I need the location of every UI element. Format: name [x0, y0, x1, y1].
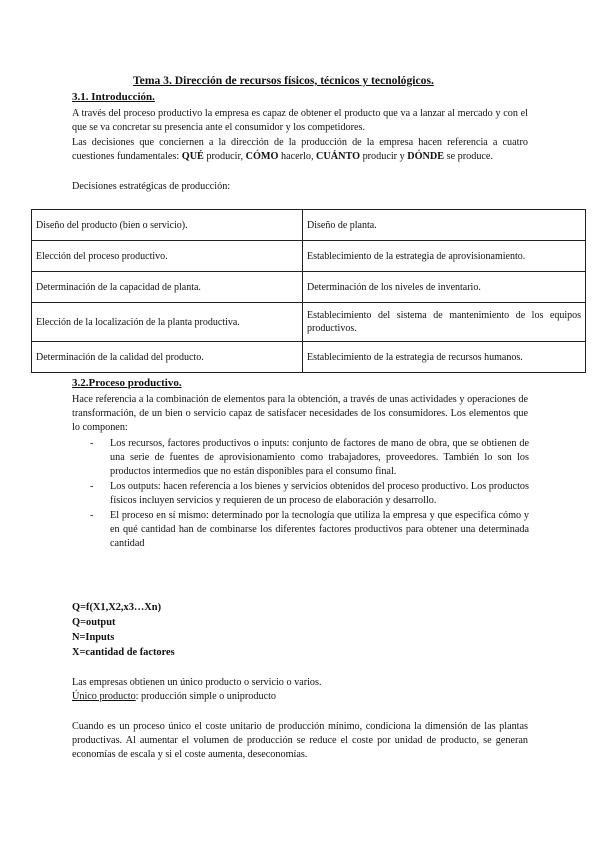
table-cell: Determinación de los niveles de inventario. [303, 272, 586, 303]
table-row [32, 342, 586, 373]
table-cell: Establecimiento de la estrategia de aprovisionamiento. [303, 241, 586, 272]
list-item-text: El proceso en sí mismo: determinado por la tecnología que utiliza la empresa y que especifica cómo y en qué cantidad han de combinarse los diferentes factores productivos para obtener una determinada cantidad [110, 510, 529, 549]
table-cell: Diseño del producto (bien o servicio). [32, 210, 303, 241]
formula-line: Q=f(X1,X2,x3…Xn) [72, 602, 162, 613]
intro-p2-sep-3: producir y [360, 151, 408, 162]
unico-producto-text: : producción simple o uniproducto [135, 691, 277, 702]
process-paragraph-3: Cuando es un proceso único el coste unitario de producción mínimo, condiciona la dimensión de las plantas productivas. Al aumentar el volumen de producción se reduce el coste por unidad de producto, se generan economías de escala y si el coste aumenta, deseconomías. [72, 721, 528, 760]
intro-p2-sep-1: producir, [203, 151, 246, 162]
table-row [32, 241, 586, 272]
process-elements-list [89, 437, 529, 552]
table-cell: Determinación de la calidad del producto. [32, 342, 303, 373]
list-item [89, 509, 529, 551]
table-row [32, 303, 586, 342]
intro-p2-sep-2: hacerlo, [278, 151, 317, 162]
table-cell: Elección de la localización de la planta productiva. [32, 303, 303, 342]
unico-producto-line [72, 690, 276, 704]
page-title: Tema 3. Dirección de recursos físicos, técnicos y tecnológicos. [133, 74, 434, 87]
intro-p2-text: Las decisiones que conciernen a la dirección de la producción de la empresa hacen referencia a cuatro cuestiones fundamentales: [72, 137, 528, 162]
table-row [32, 210, 586, 241]
section-heading-proceso-productivo: 3.2.Proceso productivo. [72, 377, 182, 389]
process-paragraph-1: Hace referencia a la combinación de elementos para la obtención, a través de unas actividades y operaciones de transformación, de un bien o servicio capaz de satisfacer necesidades de los consumidores. Los elementos que lo componen: [72, 394, 528, 433]
formula-line: Q=output [72, 617, 116, 628]
table-cell: Establecimiento de la estrategia de recursos humanos. [303, 342, 586, 373]
table-cell: Diseño de planta. [303, 210, 586, 241]
keyword-que: QUÉ [181, 151, 204, 162]
unico-producto-label: Único producto [72, 691, 136, 702]
dash-bullet: - [90, 438, 94, 449]
intro-p2-sep-4: se produce. [444, 151, 494, 162]
process-paragraph-2: Las empresas obtienen un único producto o servicio o varios. [72, 677, 322, 688]
list-item [89, 480, 529, 508]
strategic-decisions-table [31, 209, 586, 373]
section-heading-introduccion: 3.1. Introducción. [72, 91, 155, 103]
formula-line: N=Inputs [72, 632, 115, 643]
keyword-como: CÓMO [245, 151, 279, 162]
keyword-donde: DÓNDE [407, 151, 445, 162]
intro-paragraph-1: A través del proceso productivo la empresa es capaz de obtener el producto que va a lanzar al mercado y con el que se va concretar su presencia ante el consumidor y los competidores. [72, 108, 528, 133]
table-cell: Determinación de la capacidad de planta. [32, 272, 303, 303]
keyword-cuanto: CUÁNTO [316, 151, 361, 162]
dash-bullet: - [90, 510, 94, 521]
dash-bullet: - [90, 481, 94, 492]
table-row [32, 272, 586, 303]
list-item-text: Los outputs: hacen referencia a los bienes y servicios obtenidos del proceso productivo. Los productos físicos incluyen servicios y requieren de un proceso de elaboración y desarrollo. [110, 481, 529, 506]
formula-line: X=cantidad de factores [72, 647, 175, 658]
list-item [89, 437, 529, 479]
table-cell: Elección del proceso productivo. [32, 241, 303, 272]
list-item-text: Los recursos, factores productivos o inputs: conjunto de factores de mano de obra, que se obtienen de una serie de fuentes de aprovisionamiento como trabajadores, proveedores. También lo son los productos intermedios que no están disponibles para el consumo final. [110, 438, 529, 477]
intro-paragraph-3: Decisiones estratégicas de producción: [72, 181, 231, 192]
intro-paragraph-2 [72, 136, 528, 164]
table-cell: Establecimiento del sistema de mantenimiento de los equipos productivos. [303, 303, 586, 342]
